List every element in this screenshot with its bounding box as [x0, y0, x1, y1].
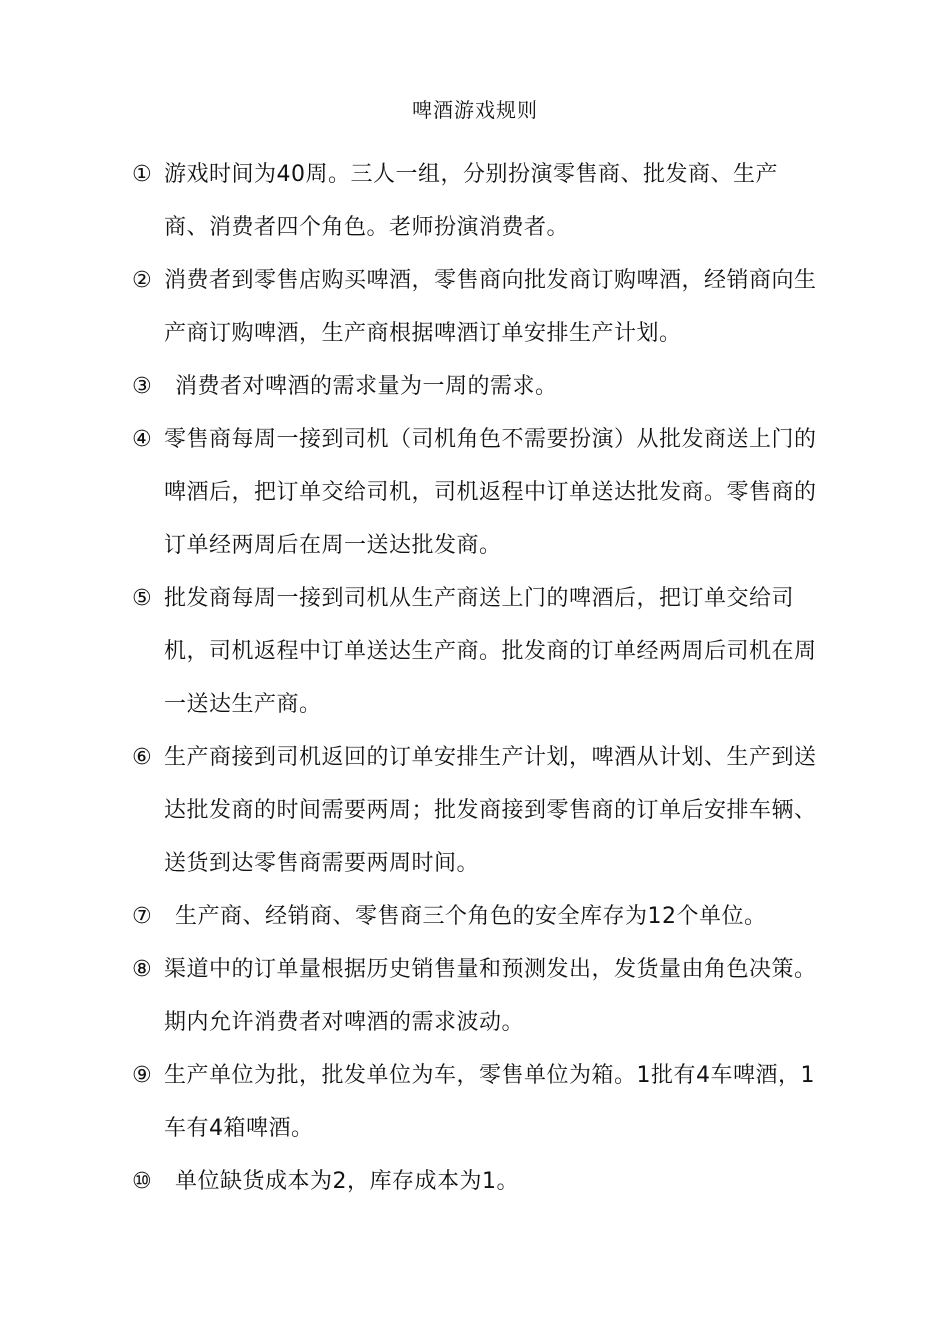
rule-text: 生产商接到司机返回的订单安排生产计划，啤酒从计划、生产到送达批发商的时间需要两周；批发商接到零售商的订单后安排车辆、送货到达零售商需要两周时间。	[164, 745, 817, 876]
rule-number: ⑦	[132, 904, 153, 929]
rule-number: ⑩	[132, 1169, 153, 1194]
rule-text: 生产单位为批，批发单位为车，零售单位为箱。1批有4车啤酒，1车有4箱啤酒。	[164, 1063, 815, 1141]
rule-item-8	[132, 943, 822, 1049]
rule-number: ②	[132, 268, 153, 293]
rule-number: ①	[132, 162, 153, 187]
rule-text: 生产商、经销商、零售商三个角色的安全库存为12个单位。	[175, 904, 767, 929]
rule-item-5	[132, 572, 822, 731]
rule-text: 批发商每周一接到司机从生产商送上门的啤酒后，把订单交给司机，司机返程中订单送达生产商。批发商的订单经两周后司机在周一送达生产商。	[164, 586, 817, 717]
rule-item-4	[132, 413, 822, 572]
rule-text: 消费者到零售店购买啤酒，零售商向批发商订购啤酒，经销商向生产商订购啤酒，生产商根据啤酒订单安排生产计划。	[164, 268, 817, 346]
rule-text: 消费者对啤酒的需求量为一周的需求。	[175, 374, 558, 399]
rule-item-1	[132, 148, 822, 254]
rule-number: ③	[132, 374, 153, 399]
rule-item-6	[132, 731, 822, 890]
rule-number: ⑧	[132, 957, 153, 982]
rule-item-3	[132, 360, 822, 413]
rule-number: ⑥	[132, 745, 153, 770]
rule-number: ④	[132, 427, 153, 452]
rule-number: ⑨	[132, 1063, 153, 1088]
rule-item-7	[132, 890, 822, 943]
rule-item-9	[132, 1049, 822, 1155]
document-title: 啤酒游戏规则	[412, 98, 538, 122]
rule-text: 游戏时间为40周。三人一组，分别扮演零售商、批发商、生产商、消费者四个角色。老师扮演消费者。	[164, 162, 778, 240]
rule-item-10	[132, 1155, 822, 1208]
rule-text: 渠道中的订单量根据历史销售量和预测发出，发货量由角色决策。期内允许消费者对啤酒的需求波动。	[164, 957, 817, 1035]
rule-text: 零售商每周一接到司机（司机角色不需要扮演）从批发商送上门的啤酒后，把订单交给司机，司机返程中订单送达批发商。零售商的订单经两周后在周一送达批发商。	[164, 427, 817, 558]
rules-list	[132, 148, 822, 1208]
rule-item-2	[132, 254, 822, 360]
rule-text: 单位缺货成本为2，库存成本为1。	[175, 1169, 519, 1194]
rule-number: ⑤	[132, 586, 153, 611]
